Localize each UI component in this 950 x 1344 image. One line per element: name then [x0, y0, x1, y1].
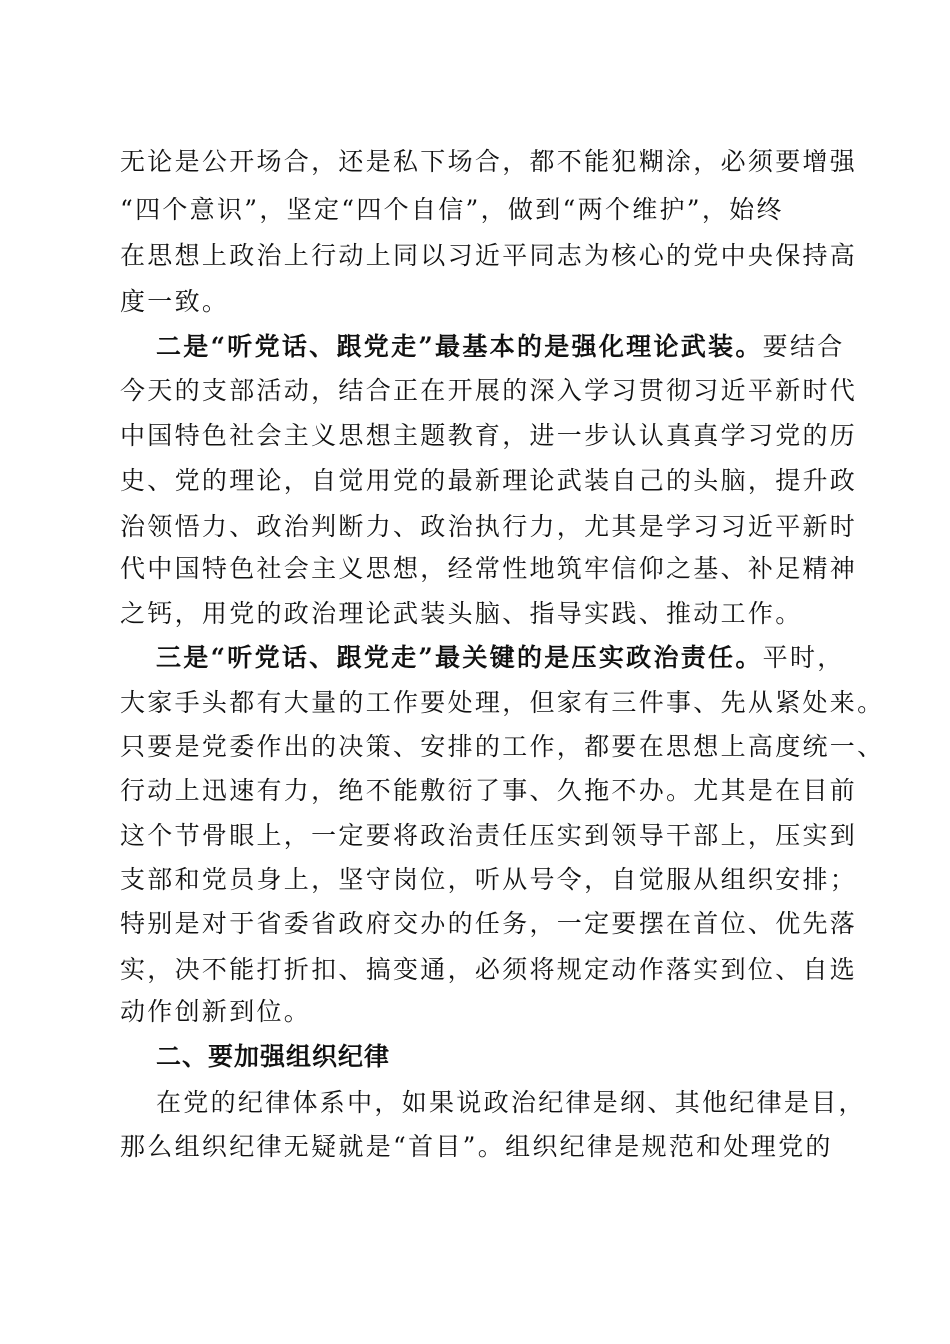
body-text-line: 动作创新到位。	[120, 997, 312, 1026]
paragraph-line	[156, 642, 845, 674]
body-text-line: 大家手头都有大量的工作要处理，但家有三件事、先从紧处来。	[120, 688, 885, 717]
section-heading: 二、要加强组织纪律	[156, 1042, 391, 1071]
body-text-line: 那么组织纪律无疑就是“首目”。组织纪律是规范和处理党的	[120, 1132, 833, 1161]
body-text-line: 中国特色社会主义思想主题教育，进一步认认真真学习党的历	[120, 421, 858, 450]
body-text-line: 在思想上政治上行动上同以习近平同志为核心的党中央保持高	[120, 241, 858, 270]
body-text-line: 度一致。	[120, 287, 230, 316]
body-text-line: 特别是对于省委省政府交办的任务，一定要摆在首位、优先落	[120, 909, 858, 938]
body-text-line: 行动上迅速有力，绝不能敷衍了事、久拖不办。尤其是在目前	[120, 776, 858, 805]
paragraph-lead-sentence: 三是“听党话、跟党走”最关键的是压实政治责任。	[156, 643, 763, 672]
body-text-line: 无论是公开场合，还是私下场合，都不能犯糊涂，必须要增强	[120, 147, 858, 176]
body-text-line: 代中国特色社会主义思想，经常性地筑牢信仰之基、补足精神	[120, 554, 858, 583]
body-text-line: 史、党的理论，自觉用党的最新理论武装自己的头脑，提升政	[120, 466, 858, 495]
body-text-line: 在党的纪律体系中，如果说政治纪律是纲、其他纪律是目，	[156, 1088, 866, 1117]
body-text-line: 只要是党委作出的决策、安排的工作，都要在思想上高度统一、	[120, 732, 885, 761]
paragraph-continuation: 平时，	[762, 643, 845, 672]
body-text-line: 今天的支部活动，结合正在开展的深入学习贯彻习近平新时代	[120, 376, 858, 405]
paragraph-lead-sentence: 二是“听党话、跟党走”最基本的是强化理论武装。	[156, 332, 763, 361]
paragraph-line	[156, 331, 845, 363]
body-text-line: 治领悟力、政治判断力、政治执行力，尤其是学习习近平新时	[120, 512, 858, 541]
paragraph-continuation: 要结合	[762, 332, 845, 361]
body-text-line: 支部和党员身上，坚守岗位，听从号令，自觉服从组织安排；	[120, 865, 858, 894]
body-text-line: “四个意识”，坚定“四个自信”，做到“两个维护”，始终	[120, 195, 784, 224]
body-text-line: 之钙，用党的政治理论武装头脑、指导实践、推动工作。	[120, 599, 803, 628]
body-text-line: 实，决不能打折扣、搞变通，必须将规定动作落实到位、自选	[120, 955, 858, 984]
body-text-line: 这个节骨眼上，一定要将政治责任压实到领导干部上，压实到	[120, 821, 858, 850]
